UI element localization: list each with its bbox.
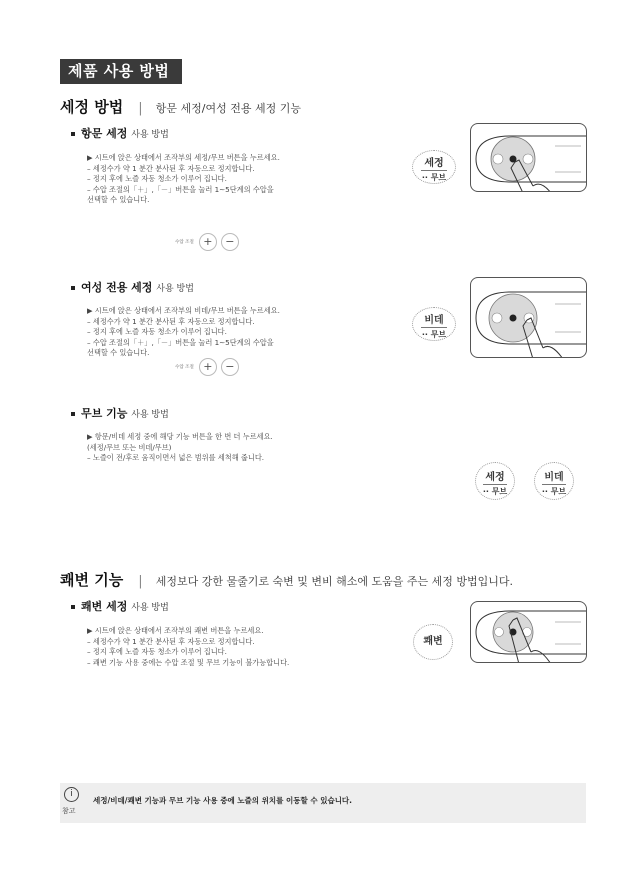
power-section-header [60,569,513,590]
wash-label: 세정 [485,472,505,483]
power-wash-title: 쾌변 세정 [81,600,128,613]
wash-move-button[interactable] [412,150,456,184]
instruction-line: ▶ 시트에 앉은 상태에서 조작부의 비데/무브 버튼을 누르세요. [87,306,280,315]
remote-hand-illustration [471,278,587,358]
feminine-pressure-control [175,358,239,376]
instruction-line: ▶ 항문/비데 세정 중에 해당 기능 버튼을 한 번 더 누르세요. [87,432,273,441]
minus-button[interactable]: − [221,358,239,376]
pressure-label: 수압 조절 [175,365,194,370]
instruction-line: – 노즐이 전/후로 움직이면서 넓은 범위를 세척해 줍니다. [87,453,265,462]
move-function-instructions [87,432,273,464]
instruction-line: – 세정수가 약 1 분간 분사된 후 자동으로 정지합니다. [87,316,255,326]
move-function-suffix: 사용 방법 [131,410,169,420]
power-title: 쾌변 기능 [60,571,124,589]
instruction-line: – 정지 후에 노즐 자동 청소가 이루어 집니다. [87,327,227,336]
bidet-move-button[interactable] [534,462,574,500]
feminine-wash-title: 여성 전용 세정 [81,281,153,294]
move-function-title: 무브 기능 [81,407,128,420]
rear-wash-heading [71,125,169,141]
rear-pressure-control [175,233,239,251]
power-wash-suffix: 사용 방법 [131,603,169,613]
divider [421,327,447,328]
feminine-wash-instructions [87,306,280,359]
instruction-line: 선택할 수 있습니다. [87,348,150,357]
power-wash-heading [71,598,169,614]
instruction-line: ▶ 시트에 앉은 상태에서 조작부의 쾌변 버튼을 누르세요. [87,626,264,635]
rear-wash-title: 항문 세정 [81,127,128,140]
minus-button[interactable]: − [221,233,239,251]
note-ref-label: 참고 [62,807,76,815]
bullet-icon [71,412,75,416]
pressure-label: 수압 조절 [175,240,194,245]
washing-subtitle: 항문 세정/여성 전용 세정 기능 [155,102,301,115]
wash-label: 세정 [424,158,444,169]
note-text: 세정/비데/쾌변 기능과 무브 기능 사용 중에 노즐의 위치를 이동할 수 있습니다. [93,796,353,805]
remote-hand-illustration [471,124,587,192]
remote-illustration-rear [470,123,587,192]
feminine-wash-heading [71,279,194,295]
washing-title: 세정 방법 [60,98,124,116]
bidet-label: 비데 [424,315,444,326]
remote-illustration-feminine [470,277,587,358]
bullet-icon [71,605,75,609]
wash-move-button[interactable] [475,462,515,500]
rear-wash-instructions [87,153,280,206]
move-label: ·· 무브 [482,487,508,496]
move-label: ·· 무브 [421,330,447,339]
power-label: 쾌변 [423,636,443,647]
instruction-line: – 세정수가 약 1 분간 분사된 후 자동으로 정지합니다. [87,636,255,646]
move-function-heading [71,405,169,421]
bidet-label: 비데 [544,472,564,483]
remote-illustration-power [470,601,587,663]
divider [483,484,507,485]
power-subtitle: 세정보다 강한 물줄기로 숙변 및 변비 해소에 도움을 주는 세정 방법입니다. [155,575,514,588]
instruction-line: – 정지 후에 노즐 자동 청소가 이루어 집니다. [87,174,227,183]
move-label: ·· 무브 [421,173,447,182]
instruction-line: – 정지 후에 노즐 자동 청소가 이루어 집니다. [87,647,227,656]
divider [542,484,566,485]
instruction-line: – 세정수가 약 1 분간 분사된 후 자동으로 정지합니다. [87,163,255,173]
washing-section-header [60,96,301,117]
instruction-line: 선택할 수 있습니다. [87,195,150,204]
washing-separator: | [138,101,143,116]
page-banner: 제품 사용 방법 [60,59,182,84]
instruction-line: – 쾌변 기능 사용 중에는 수압 조절 및 무브 기능이 불가능합니다. [87,657,290,667]
rear-wash-suffix: 사용 방법 [131,130,169,140]
plus-button[interactable]: + [199,358,217,376]
instruction-line: – 수압 조절의「＋」,「－」버튼을 눌러 1∼5단계의 수압을 [87,337,274,347]
move-label: ·· 무브 [541,487,567,496]
divider [421,170,447,171]
power-wash-button[interactable] [413,624,453,660]
remote-hand-illustration [471,602,587,663]
bidet-move-button[interactable] [412,307,456,341]
power-wash-instructions [87,626,289,668]
bullet-icon [71,132,75,136]
instruction-line: ▶ 시트에 앉은 상태에서 조작부의 세정/무브 버튼을 누르세요. [87,153,280,162]
feminine-wash-suffix: 사용 방법 [156,284,194,294]
info-icon: i [64,787,79,802]
instruction-line: (세정/무브 또는 비데/무브) [87,442,172,452]
plus-button[interactable]: + [199,233,217,251]
power-separator: | [138,574,143,589]
instruction-line: – 수압 조절의「＋」,「－」버튼을 눌러 1∼5단계의 수압을 [87,184,274,194]
bullet-icon [71,286,75,290]
